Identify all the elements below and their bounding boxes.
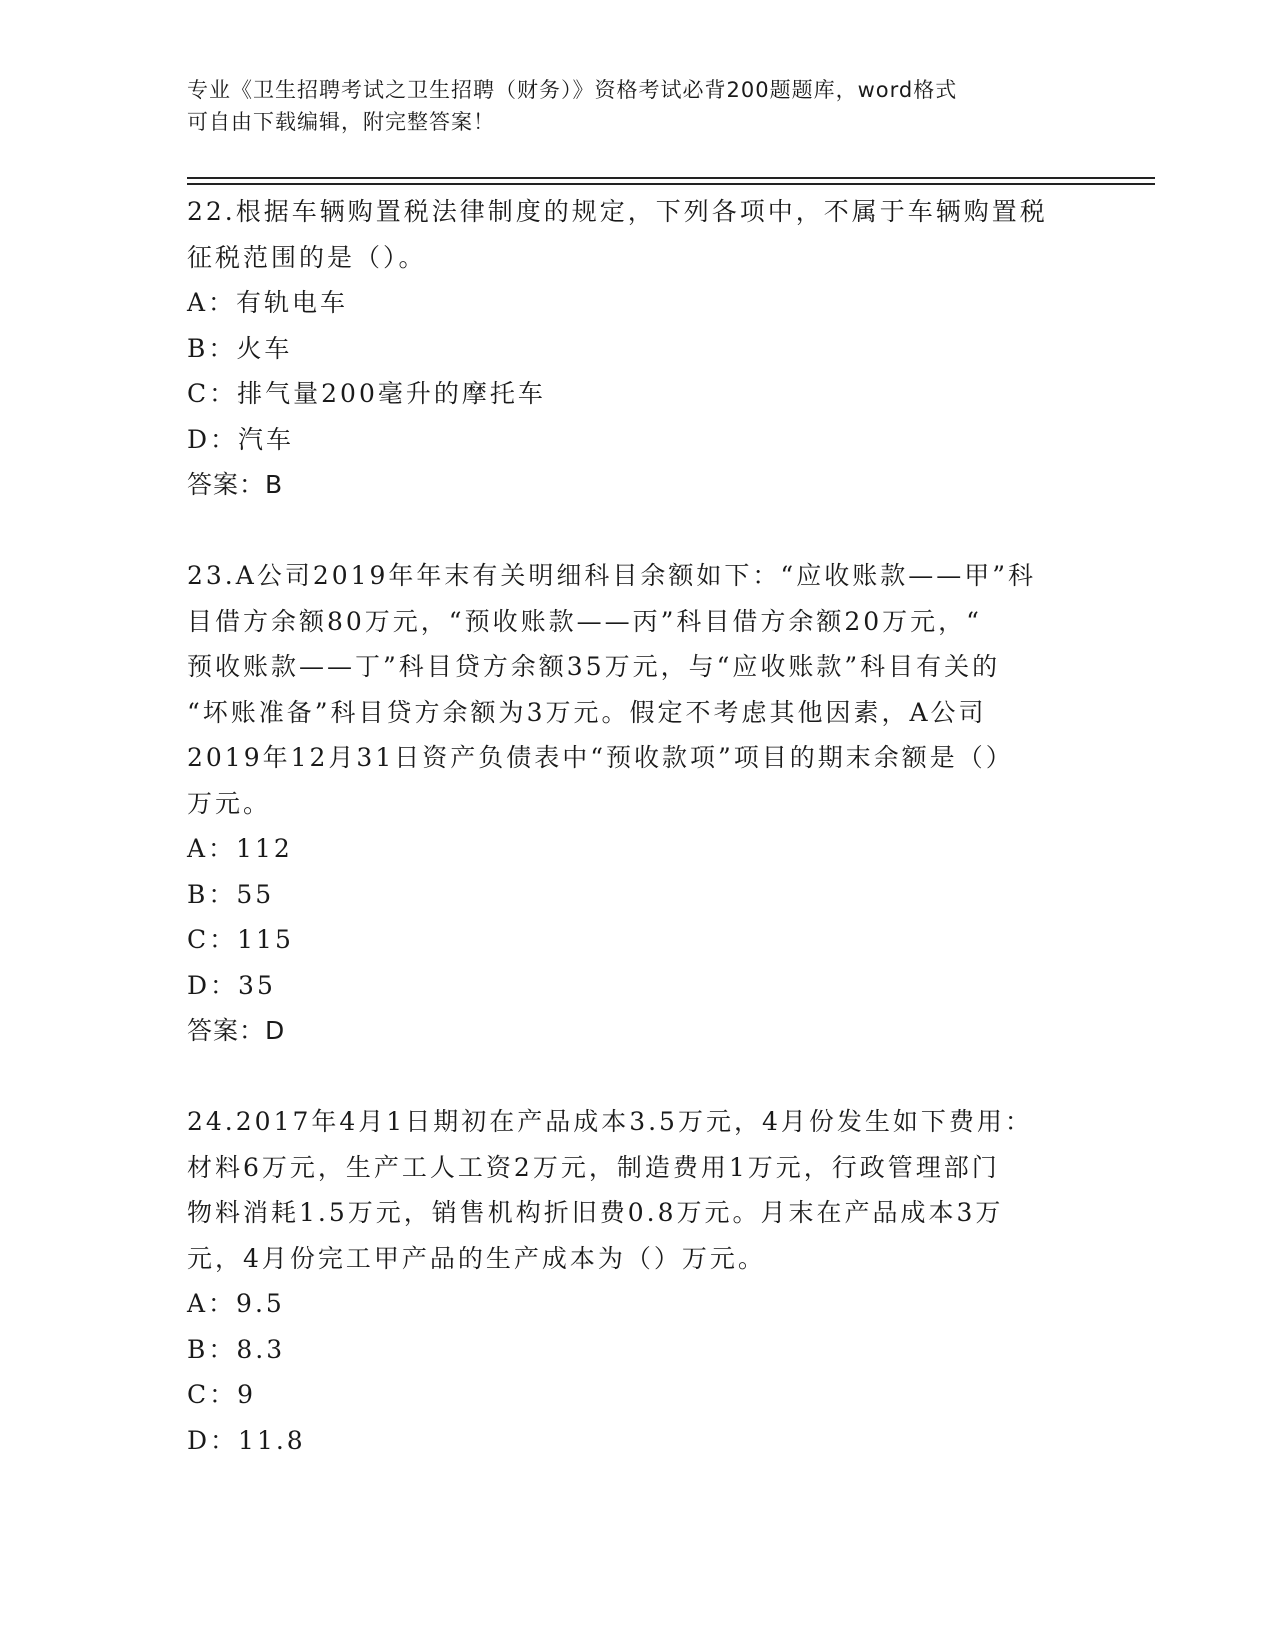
question-text-line: 万元。 bbox=[187, 788, 272, 818]
header-line: 专业《卫生招聘考试之卫生招聘（财务）》资格考试必背200题题库，word格式 bbox=[187, 78, 958, 102]
header-line: 可自由下载编辑，附完整答案！ bbox=[187, 110, 495, 134]
option-d: D：汽车 bbox=[187, 424, 295, 454]
question-text-line: 22.根据车辆购置税法律制度的规定，下列各项中，不属于车辆购置税 bbox=[187, 197, 1048, 226]
answer: 答案：D bbox=[187, 1016, 286, 1045]
option-b: B：火车 bbox=[187, 333, 293, 363]
question-text bbox=[187, 553, 1087, 826]
question-text-line: 元，4月份完工甲产品的生产成本为（）万元。 bbox=[187, 1243, 766, 1273]
option-c: C：排气量200毫升的摩托车 bbox=[187, 379, 546, 408]
question-text-line: 23.A公司2019年年末有关明细科目余额如下：“应收账款——甲”科 bbox=[187, 561, 1036, 590]
option-b: B：8.3 bbox=[187, 1334, 286, 1364]
question-text-line: 征税范围的是（）。 bbox=[187, 242, 427, 272]
question-text-line: 材料6万元，生产工人工资2万元，制造费用1万元，行政管理部门 bbox=[187, 1152, 1000, 1182]
option-b: B：55 bbox=[187, 879, 275, 909]
option-c: C：9 bbox=[187, 1380, 257, 1409]
question-text-line: 2019年12月31日资产负债表中“预收款项”项目的期末余额是（） bbox=[187, 743, 1014, 772]
question-text-line: “坏账准备”科目贷方余额为3万元。假定不考虑其他因素，A公司 bbox=[187, 697, 987, 727]
header-divider bbox=[187, 177, 1155, 179]
question-text-line: 物料消耗1.5万元，销售机构折旧费0.8万元。月末在产品成本3万 bbox=[187, 1198, 1004, 1227]
question-text-line: 目借方余额80万元，“预收账款——丙”科目借方余额20万元，“ bbox=[187, 606, 982, 636]
question-text bbox=[187, 189, 1087, 280]
question-24 bbox=[187, 1099, 1087, 1463]
question-23 bbox=[187, 553, 1087, 1053]
option-d: D：35 bbox=[187, 970, 276, 1000]
option-a: A：有轨电车 bbox=[187, 288, 349, 317]
option-c: C：115 bbox=[187, 925, 294, 954]
option-a: A：9.5 bbox=[187, 1289, 285, 1318]
option-d: D：11.8 bbox=[187, 1425, 306, 1455]
document-header bbox=[187, 74, 1067, 138]
answer: 答案：B bbox=[187, 470, 284, 499]
question-text bbox=[187, 1099, 1087, 1281]
header-divider bbox=[187, 183, 1155, 185]
question-text-line: 预收账款——丁”科目贷方余额35万元，与“应收账款”科目有关的 bbox=[187, 652, 1001, 681]
question-22 bbox=[187, 189, 1087, 507]
option-a: A：112 bbox=[187, 834, 293, 863]
question-text-line: 24.2017年4月1日期初在产品成本3.5万元，4月份发生如下费用： bbox=[187, 1107, 1033, 1136]
